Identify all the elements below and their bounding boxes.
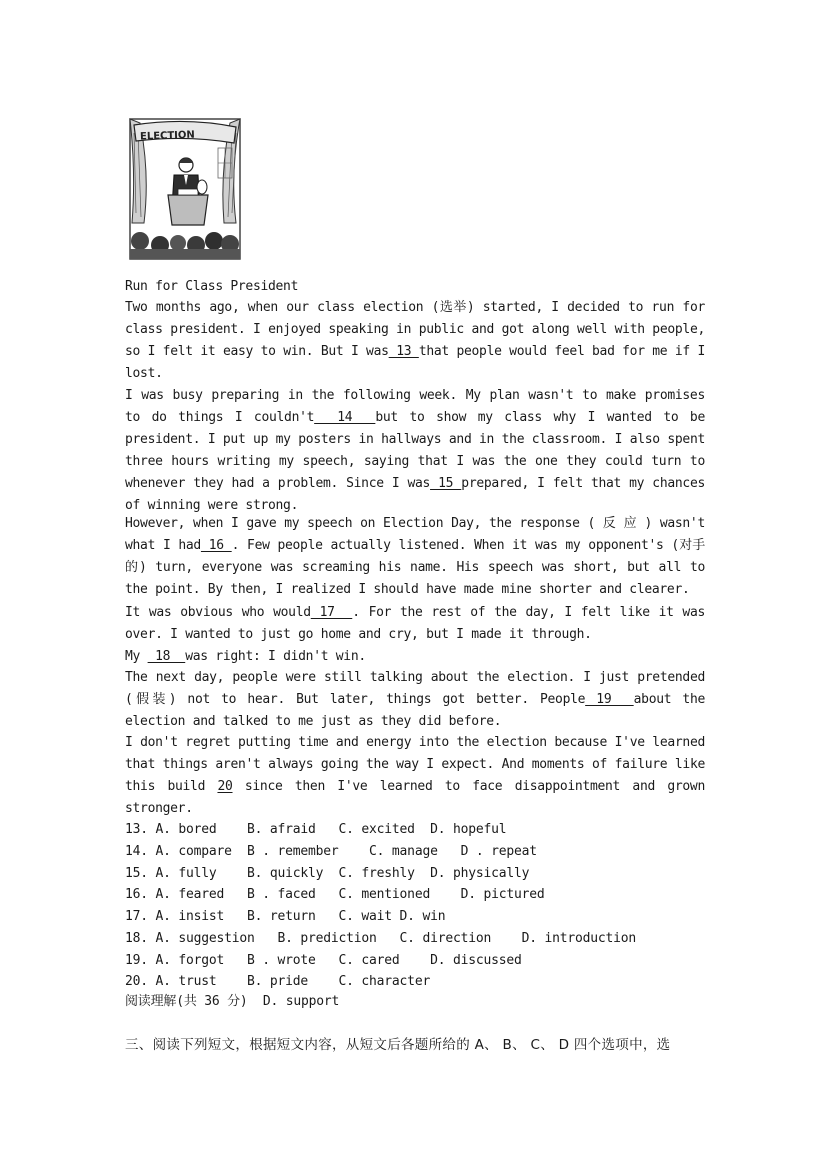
paragraph-text: that people would feel bad for me if I lost. (125, 344, 706, 381)
paragraph-text: My (125, 649, 148, 664)
blank-18: 18 (147, 649, 186, 664)
paragraph-3 (125, 513, 705, 601)
paragraph-text: . For the rest of the day, I felt like it was over. I wanted to just go home and cry, but I made it through. (125, 605, 706, 642)
election-illustration (126, 113, 246, 263)
paragraph-5 (125, 646, 705, 668)
option-row-15: 15. A. fully B. quickly C. freshly D. physically (125, 866, 530, 881)
paragraph-7 (125, 732, 705, 820)
option-row-18: 18. A. suggestion B. prediction C. direction D. introduction (125, 931, 636, 946)
blank-19: 19 (585, 692, 634, 707)
blank-17: 17 (310, 605, 353, 620)
blank-20: 20 (217, 779, 233, 794)
paragraph-text: I was busy preparing in the following week. My plan wasn't to make promises to do things I couldn't (125, 388, 705, 425)
blank-15: 15 (430, 476, 462, 491)
blank-14: 14 (314, 410, 376, 425)
paragraph-4 (125, 602, 705, 646)
paragraph-text: since then I've learned to face disappointment and grown stronger. (125, 779, 705, 816)
paragraph-text: However, when I gave my speech on Election Day, the response ( 反 应 ) wasn't what I had (125, 516, 705, 553)
paragraph-6 (125, 667, 705, 733)
option-row-16: 16. A. feared B . faced C. mentioned D. pictured (125, 887, 545, 902)
paragraph-text: prepared, I felt that my chances of winning were strong. (125, 476, 705, 513)
section-heading: 三、阅读下列短文，根据短文内容，从短文后各题所给的 A、 B、 C、 D 四个选项中，选 (125, 1037, 671, 1053)
option-row-17: 17. A. insist B. return C. wait D. win (125, 909, 446, 924)
paragraph-2 (125, 385, 705, 517)
option-row-14: 14. A. compare B . remember C. manage D . repeat (125, 844, 537, 859)
blank-16: 16 (200, 538, 232, 553)
paragraph-text: about the election and talked to me just as they did before. (125, 692, 705, 729)
blank-13: 13 (388, 344, 419, 359)
paragraph-text: It was obvious who would (125, 605, 311, 620)
option-row-13: 13. A. bored B. afraid C. excited D. hopeful (125, 822, 507, 837)
option-row-19: 19. A. forgot B . wrote C. cared D. discussed (125, 953, 522, 968)
paragraph-text: Two months ago, when our class election (选举) started, I decided to run for class president. I enjoyed speaking in public and got along well with people, so I felt it easy to win. But I was (125, 300, 705, 359)
paragraph-text: . Few people actually listened. When it was my opponent's (对手的) turn, everyone was screaming his name. His speech was short, but all to the point. By then, I realized I should have made mine shorter and clearer. (125, 538, 705, 597)
paragraph-text: The next day, people were still talking about the election. I just pretended (假装) not to hear. But later, things got better. People (125, 670, 705, 707)
option-row-20-continued: 阅读理解(共 36 分) D. support (125, 994, 340, 1009)
paragraph-text: but to show my class why I wanted to be president. I put up my posters in hallways and in the classroom. I also spent three hours writing my speech, saying that I was the one they could turn to whenever they had a problem. Since I was (125, 410, 705, 491)
banner-text: ELECTION (139, 129, 195, 143)
paragraph-text: I don't regret putting time and energy into the election because I've learned that things aren't always going the way I expect. And moments of failure like this build (125, 735, 705, 794)
paragraph-text: was right: I didn't win. (185, 649, 366, 664)
paragraph-1 (125, 297, 705, 385)
option-row-20: 20. A. trust B. pride C. character (125, 974, 431, 989)
passage-title: Run for Class President (125, 279, 299, 294)
